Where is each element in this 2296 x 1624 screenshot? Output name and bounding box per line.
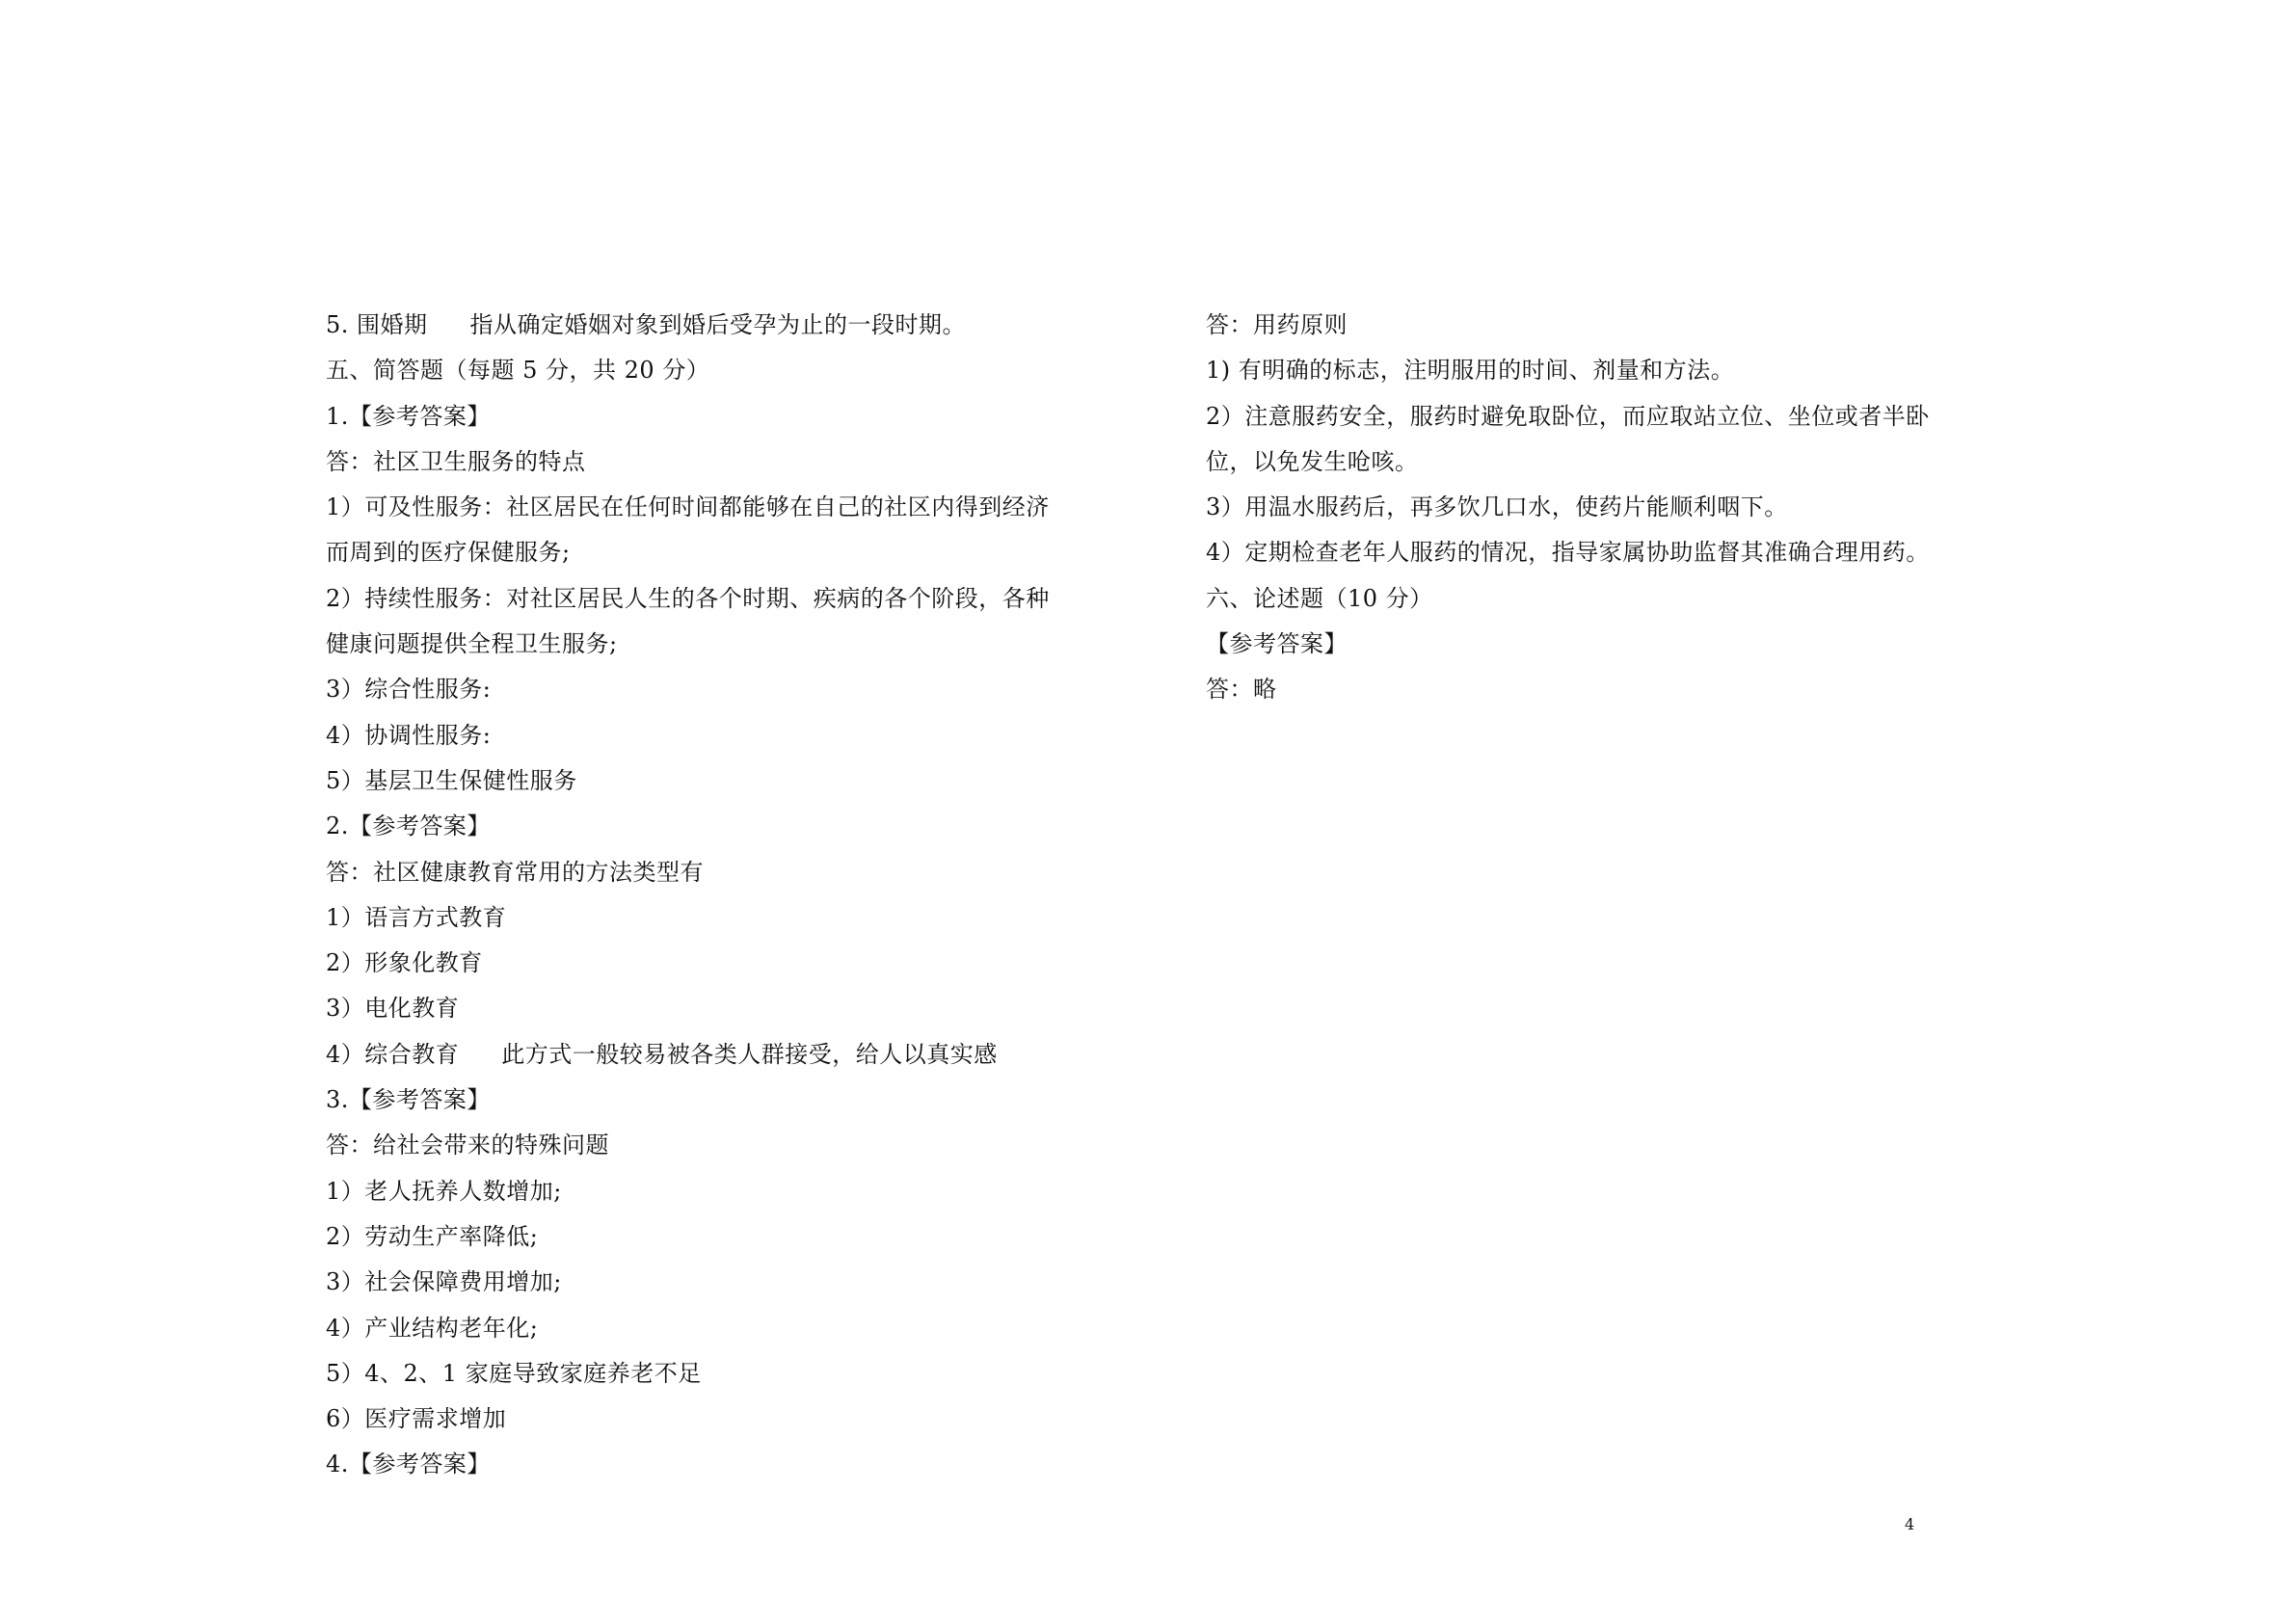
text-line (326, 713, 1058, 759)
line-text: 答：略 (1206, 676, 1277, 704)
line-text: 5）4、2、1 家庭导致家庭养老不足 (326, 1359, 702, 1387)
line-text: 3）电化教育 (326, 995, 460, 1023)
text-line (326, 850, 1058, 895)
line-text: 答：用药原则 (1206, 311, 1348, 338)
text-line (326, 1397, 1058, 1442)
text-line (1206, 530, 1938, 575)
text-line (326, 1260, 1058, 1305)
answer-key-label (326, 394, 1058, 439)
line-text: 2.【参考答案】 (326, 812, 491, 840)
answer-key-label (326, 804, 1058, 849)
section-heading (1206, 576, 1938, 622)
text-line (326, 1123, 1058, 1168)
answer-key-label (1206, 622, 1938, 667)
line-text: 1）老人抚养人数增加; (326, 1177, 562, 1205)
text-line (326, 485, 1058, 530)
line-text: 6）医疗需求增加 (326, 1405, 507, 1433)
text-line (326, 895, 1058, 941)
line-text: 【参考答案】 (1206, 630, 1348, 658)
text-line (326, 1351, 1058, 1397)
left-column (326, 303, 1058, 1488)
line-text: 5. 围婚期 (326, 311, 428, 338)
definition-text: 此方式一般较易被各类人群接受，给人以真实感 (501, 1040, 998, 1068)
text-line (1206, 303, 1938, 348)
text-line (1206, 439, 1938, 485)
text-line (326, 576, 1058, 622)
line-text: 3.【参考答案】 (326, 1086, 491, 1114)
answer-key-label (326, 1078, 1058, 1123)
text-line (326, 530, 1058, 575)
text-line (1206, 394, 1938, 439)
answer-key-label (326, 1442, 1058, 1487)
line-text: 2）劳动生产率降低; (326, 1222, 539, 1250)
line-text: 4）定期检查老年人服药的情况，指导家属协助监督其准确合理用药。 (1206, 539, 1930, 567)
line-text: 答：社区卫生服务的特点 (326, 447, 586, 475)
line-text: 3）社会保障费用增加; (326, 1268, 562, 1296)
text-line (326, 622, 1058, 667)
term-definition-line (326, 303, 1058, 348)
text-line (326, 439, 1058, 485)
line-text: 1.【参考答案】 (326, 402, 491, 430)
line-text: 2）持续性服务：对社区居民人生的各个时期、疾病的各个阶段，各种 (326, 584, 1050, 612)
text-line (326, 1306, 1058, 1351)
text-line (326, 667, 1058, 712)
line-text: 五、简答题（每题 5 分，共 20 分） (326, 357, 710, 385)
line-text: 答：给社会带来的特殊问题 (326, 1131, 609, 1159)
definition-text: 指从确定婚姻对象到婚后受孕为止的一段时期。 (469, 311, 967, 338)
line-text: 六、论述题（10 分） (1206, 584, 1433, 612)
text-line (326, 759, 1058, 804)
line-text: 3）用温水服药后，再多饮几口水，使药片能顺利咽下。 (1206, 493, 1788, 521)
text-line (326, 986, 1058, 1031)
line-text: 1) 有明确的标志，注明服用的时间、剂量和方法。 (1206, 357, 1735, 385)
text-line (1206, 348, 1938, 393)
text-line (1206, 667, 1938, 712)
text-line (326, 941, 1058, 986)
line-text: 1）语言方式教育 (326, 903, 507, 931)
line-text: 答：社区健康教育常用的方法类型有 (326, 858, 704, 886)
term-definition-line (326, 1032, 1058, 1078)
line-text: 5）基层卫生保健性服务 (326, 766, 577, 794)
text-line (1206, 485, 1938, 530)
line-text: 健康问题提供全程卫生服务; (326, 630, 618, 658)
line-text: 2）注意服药安全，服药时避免取卧位，而应取站立位、坐位或者半卧 (1206, 402, 1930, 430)
line-text: 3）综合性服务: (326, 676, 492, 704)
right-column (1206, 303, 1938, 713)
text-line (326, 1169, 1058, 1214)
line-text: 1）可及性服务：社区居民在任何时间都能够在自己的社区内得到经济 (326, 493, 1050, 521)
line-text: 2）形象化教育 (326, 949, 483, 977)
line-text: 位，以免发生呛咳。 (1206, 447, 1419, 475)
line-text: 而周到的医疗保健服务; (326, 539, 571, 567)
line-text: 4）综合教育 (326, 1040, 460, 1068)
line-text: 4）协调性服务: (326, 721, 492, 749)
line-text: 4.【参考答案】 (326, 1451, 491, 1478)
line-text: 4）产业结构老年化; (326, 1314, 539, 1342)
page-number: 4 (1905, 1515, 1915, 1533)
section-heading (326, 348, 1058, 393)
text-line (326, 1214, 1058, 1260)
